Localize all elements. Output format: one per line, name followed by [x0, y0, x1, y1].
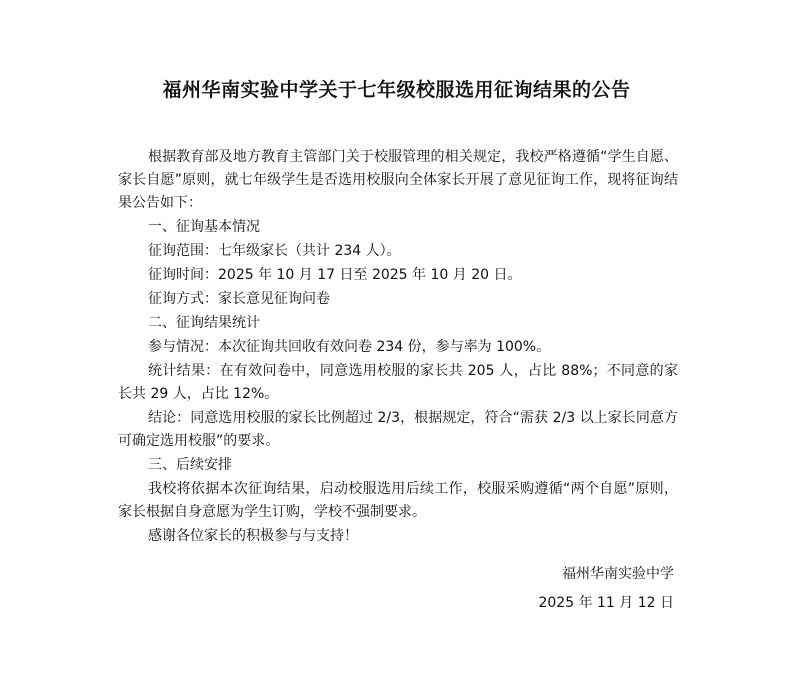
followup-plan: 我校将依据本次征询结果，启动校服选用后续工作，校服采购遵循“两个自愿”原则，家长根据自身意愿为学生订购，学校不强制要求。 — [118, 481, 678, 520]
survey-time: 征询时间：2025 年 10 月 17 日至 2025 年 10 月 20 日。 — [148, 267, 522, 283]
participation: 参与情况：本次征询共回收有效问卷 234 份，参与率为 100%。 — [148, 339, 551, 355]
conclusion: 结论：同意选用校服的家长比例超过 2/3，根据规定，符合“需获 2/3 以上家长同意方可确定选用校服”的要求。 — [118, 410, 678, 449]
survey-method: 征询方式：家长意见征询问卷 — [148, 291, 330, 307]
section-heading-results: 二、征询结果统计 — [148, 315, 260, 331]
thanks: 感谢各位家长的积极参与与支持！ — [148, 528, 358, 544]
intro-paragraph: 根据教育部及地方教育主管部门关于校服管理的相关规定，我校严格遵循“学生自愿、家长自愿”原则，就七年级学生是否选用校服向全体家长开展了意见征询工作，现将征询结果公告如下： — [118, 149, 678, 211]
signature-date: 2025 年 11 月 12 日 — [538, 595, 674, 611]
section-heading-followup: 三、后续安排 — [148, 457, 232, 473]
document-body — [118, 146, 678, 548]
statistics-result: 统计结果：在有效问卷中，同意选用校服的家长共 205 人，占比 88%；不同意的家长共 29 人，占比 12%。 — [118, 363, 678, 402]
survey-scope: 征询范围：七年级家长（共计 234 人）。 — [148, 243, 401, 259]
section-heading-basic-info: 一、征询基本情况 — [148, 219, 260, 235]
signature-organization: 福州华南实验中学 — [562, 566, 674, 582]
document-title: 福州华南实验中学关于七年级校服选用征询结果的公告 — [162, 79, 631, 101]
